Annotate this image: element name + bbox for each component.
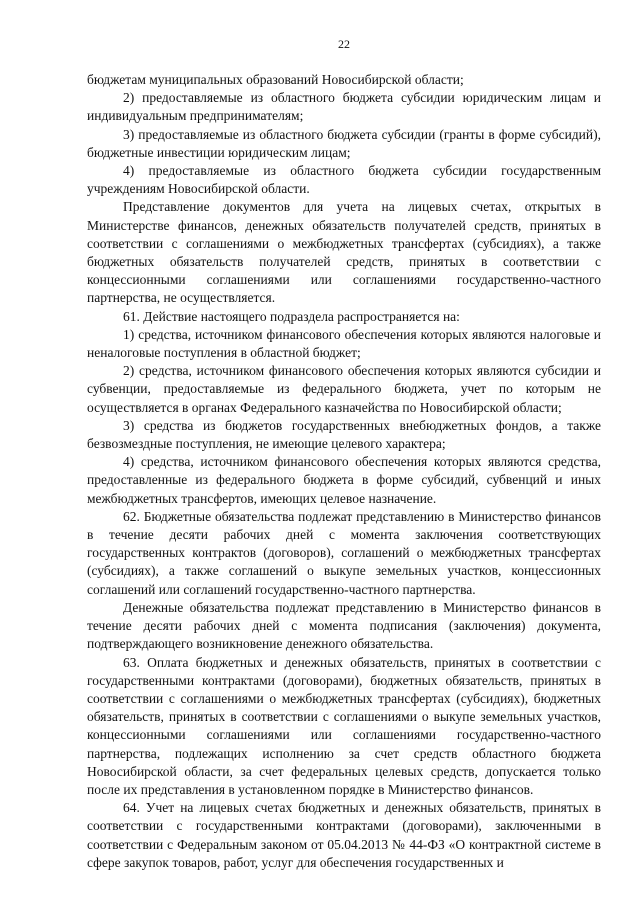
paragraph: 1) средства, источником финансового обеспечения которых являются налоговые и неналоговые поступления в областной бюджет; bbox=[87, 326, 601, 361]
paragraph: 64. Учет на лицевых счетах бюджетных и денежных обязательств, принятых в соответствии с государственными контрактами (договорами), заключенными в соответствии с Федеральным законом от 05.04.2013 № 44-ФЗ «О контрактной системе в сфере закупок товаров, работ, услуг для обеспечения государственных и bbox=[87, 800, 601, 870]
paragraph: 4) средства, источником финансового обеспечения которых являются средства, предоставленные из федерального бюджета в форме субсидий, субвенций и иных межбюджетных трансфертов, имеющих целевое назначение. bbox=[87, 454, 601, 506]
body-text bbox=[87, 71, 601, 872]
page-number: 22 bbox=[338, 37, 350, 51]
paragraph: 2) предоставляемые из областного бюджета субсидии юридическим лицам и индивидуальным предпринимателям; bbox=[87, 90, 601, 124]
paragraph: Представление документов для учета на лицевых счетах, открытых в Министерстве финансов, денежных обязательств получателей средств, принятых в соответствии с соглашениями о межбюджетных трансфертах (субсидиях), а также бюджетных обязательств получателей средств, принятых в соответствии с концессионными соглашениями или соглашениями государственно-частного партнерства, не осуществляется. bbox=[87, 199, 601, 306]
paragraph: Денежные обязательства подлежат представлению в Министерство финансов в течение десяти рабочих дней с момента подписания (заключения) документа, подтверждающего возникновение денежного обязательства. bbox=[87, 599, 601, 652]
paragraph: 3) средства из бюджетов государственных внебюджетных фондов, а также безвозмездные поступления, не имеющие целевого характера; bbox=[87, 417, 601, 452]
paragraph: 61. Действие настоящего подраздела распространяется на: bbox=[123, 308, 460, 324]
paragraph: 3) предоставляемые из областного бюджета субсидии (гранты в форме субсидий), бюджетные инвестиции юридическим лицам; bbox=[87, 126, 601, 160]
paragraph: 62. Бюджетные обязательства подлежат представлению в Министерство финансов в течение десяти рабочих дней с момента заключения соответствующих государственных контрактов (договоров), соглашений о межбюджетных трансфертах (субсидиях), а также соглашений о выкупе земельных участков, концессионных соглашений или соглашений государственно-частного партнерства. bbox=[87, 508, 601, 597]
paragraph: бюджетам муниципальных образований Новосибирской области; bbox=[87, 72, 464, 87]
paragraph: 63. Оплата бюджетных и денежных обязательств, принятых в соответствии с государственными контрактами (договорами), бюджетных обязательств, принятых в соответствии с соглашениями о межбюджетных трансфертах (субсидиях), бюджетных обязательств, принятых в соответствии с соглашениями о выкупе земельных участков, концессионными соглашениями или соглашениями государственно-частного партнерства, подлежащих исполнению за счет средств областного бюджета Новосибирской области, за счет федеральных целевых средств, допускается только после их представления в установленном порядке в Министерство финансов. bbox=[87, 654, 601, 797]
paragraph: 4) предоставляемые из областного бюджета субсидии государственным учреждениям Новосибирской области. bbox=[87, 163, 601, 197]
paragraph: 2) средства, источником финансового обеспечения которых являются субсидии и субвенции, предоставляемые из федерального бюджета, учет по которым не осуществляется в органах Федерального казначейства по Новосибирской области; bbox=[87, 363, 601, 415]
